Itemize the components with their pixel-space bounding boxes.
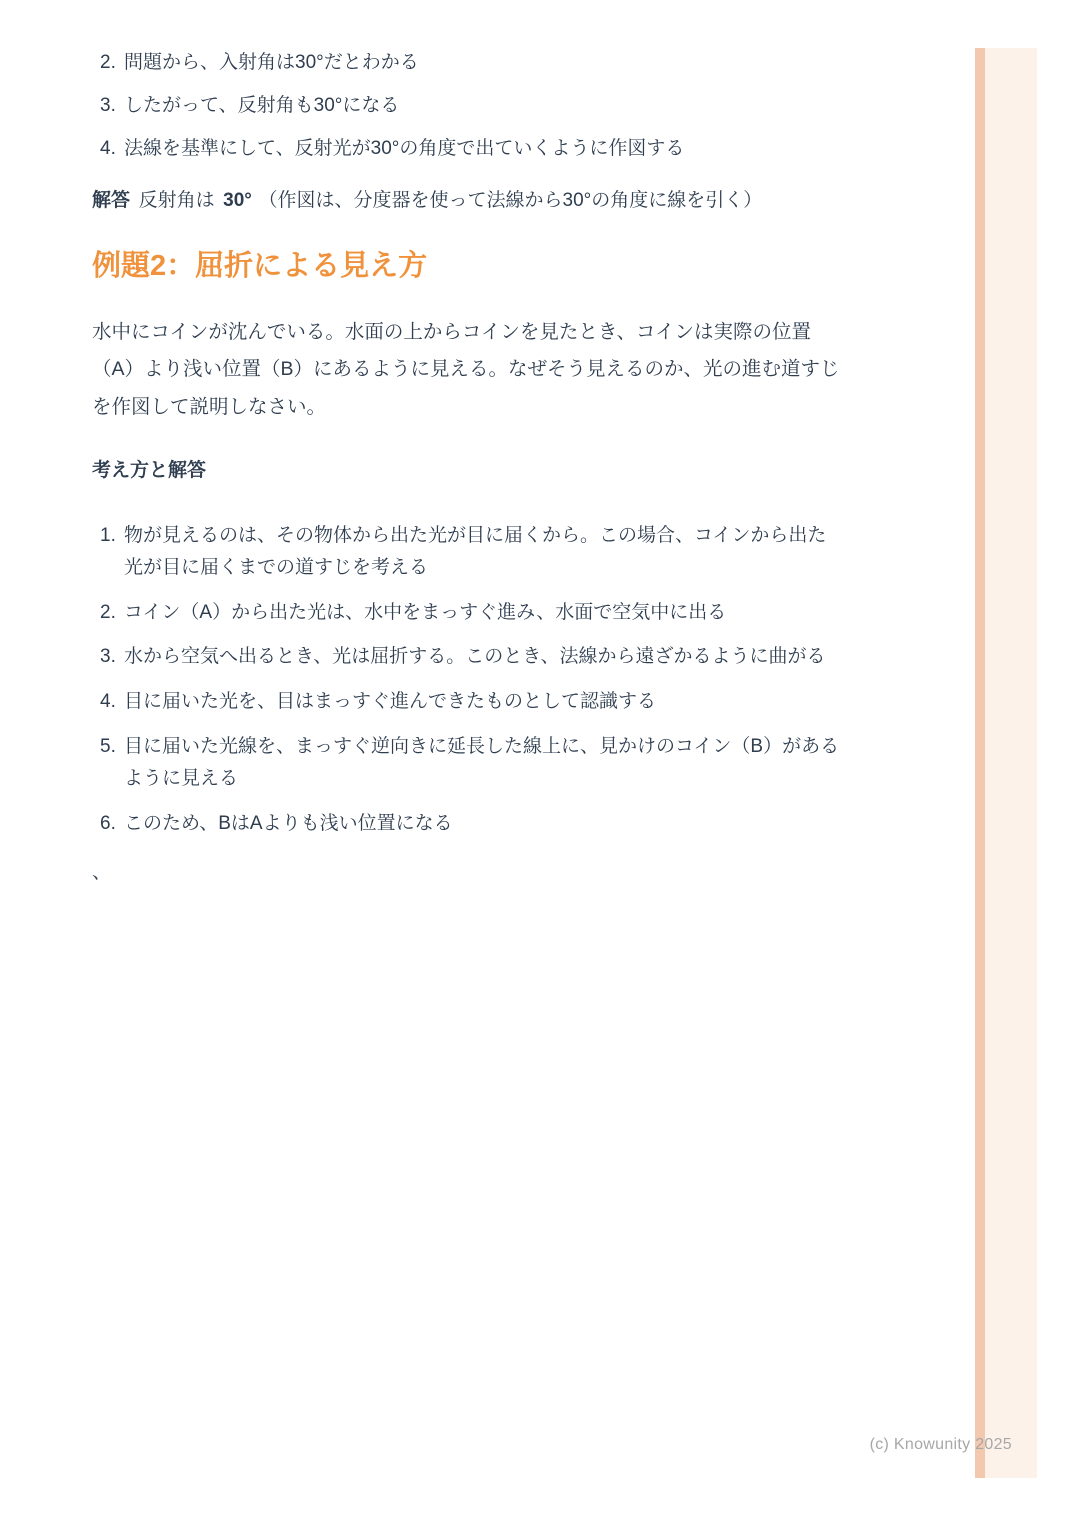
answer-value: 30° bbox=[223, 190, 252, 212]
list-item-text: したがって、反射角も30°になる bbox=[124, 94, 400, 116]
example2-steps-list bbox=[92, 520, 842, 840]
list-item-text: 水から空気へ出るとき、光は屈折する。このとき、法線から遠ざかるように曲がる bbox=[124, 646, 826, 668]
list-item bbox=[100, 597, 842, 629]
document-content bbox=[92, 0, 842, 888]
reflection-steps-list bbox=[92, 48, 842, 164]
list-item-number: 4. bbox=[100, 137, 116, 159]
list-item-number: 6. bbox=[100, 813, 116, 835]
answer-note: （作図は、分度器を使って法線から30°の角度に線を引く） bbox=[258, 190, 763, 212]
list-item bbox=[100, 641, 842, 673]
example2-problem-statement: 水中にコインが沈んでいる。水面の上からコインを見たとき、コインは実際の位置（A）より浅い位置（B）にあるように見える。なぜそう見えるのか、光の進む道すじを作図して説明しなさい。 bbox=[92, 320, 840, 419]
answer-text: 反射角は bbox=[138, 190, 215, 212]
list-item-text: このため、BはAよりも浅い位置になる bbox=[124, 813, 453, 835]
list-item-number: 5. bbox=[100, 736, 116, 758]
list-item-text: コイン（A）から出た光は、水中をまっすぐ進み、水面で空気中に出る bbox=[124, 601, 727, 623]
list-item-number: 3. bbox=[100, 94, 116, 116]
list-item-number: 2. bbox=[100, 52, 116, 73]
list-item-number: 1. bbox=[100, 524, 116, 546]
list-item bbox=[100, 91, 842, 122]
list-item-text: 問題から、入射角は30°だとわかる bbox=[124, 52, 419, 73]
list-item bbox=[100, 808, 842, 840]
answer-line bbox=[92, 186, 842, 217]
list-item bbox=[100, 520, 842, 584]
approach-subheading: 考え方と解答 bbox=[92, 459, 207, 481]
trailing-comma-mark: 、 bbox=[92, 861, 112, 883]
list-item-number: 4. bbox=[100, 691, 116, 713]
list-item-number: 3. bbox=[100, 646, 116, 668]
example2-heading: 例題2：屈折による見え方 bbox=[92, 250, 428, 283]
list-item bbox=[100, 134, 842, 165]
list-item bbox=[100, 686, 842, 718]
list-item-text: 法線を基準にして、反射光が30°の角度で出ていくように作図する bbox=[124, 137, 685, 159]
right-margin-stripe bbox=[975, 48, 1037, 1478]
copyright-footer: (c) Knowunity 2025 bbox=[869, 1436, 1012, 1453]
list-item-text: 物が見えるのは、その物体から出た光が目に届くから。この場合、コインから出た光が目に届くまでの道すじを考える bbox=[124, 524, 827, 578]
list-item bbox=[100, 48, 842, 79]
list-item-number: 2. bbox=[100, 601, 116, 623]
list-item-text: 目に届いた光を、目はまっすぐ進んできたものとして認識する bbox=[124, 691, 657, 713]
answer-label: 解答 bbox=[92, 190, 131, 212]
list-item bbox=[100, 731, 842, 795]
list-item-text: 目に届いた光線を、まっすぐ逆向きに延長した線上に、見かけのコイン（B）があるように見える bbox=[124, 736, 840, 790]
